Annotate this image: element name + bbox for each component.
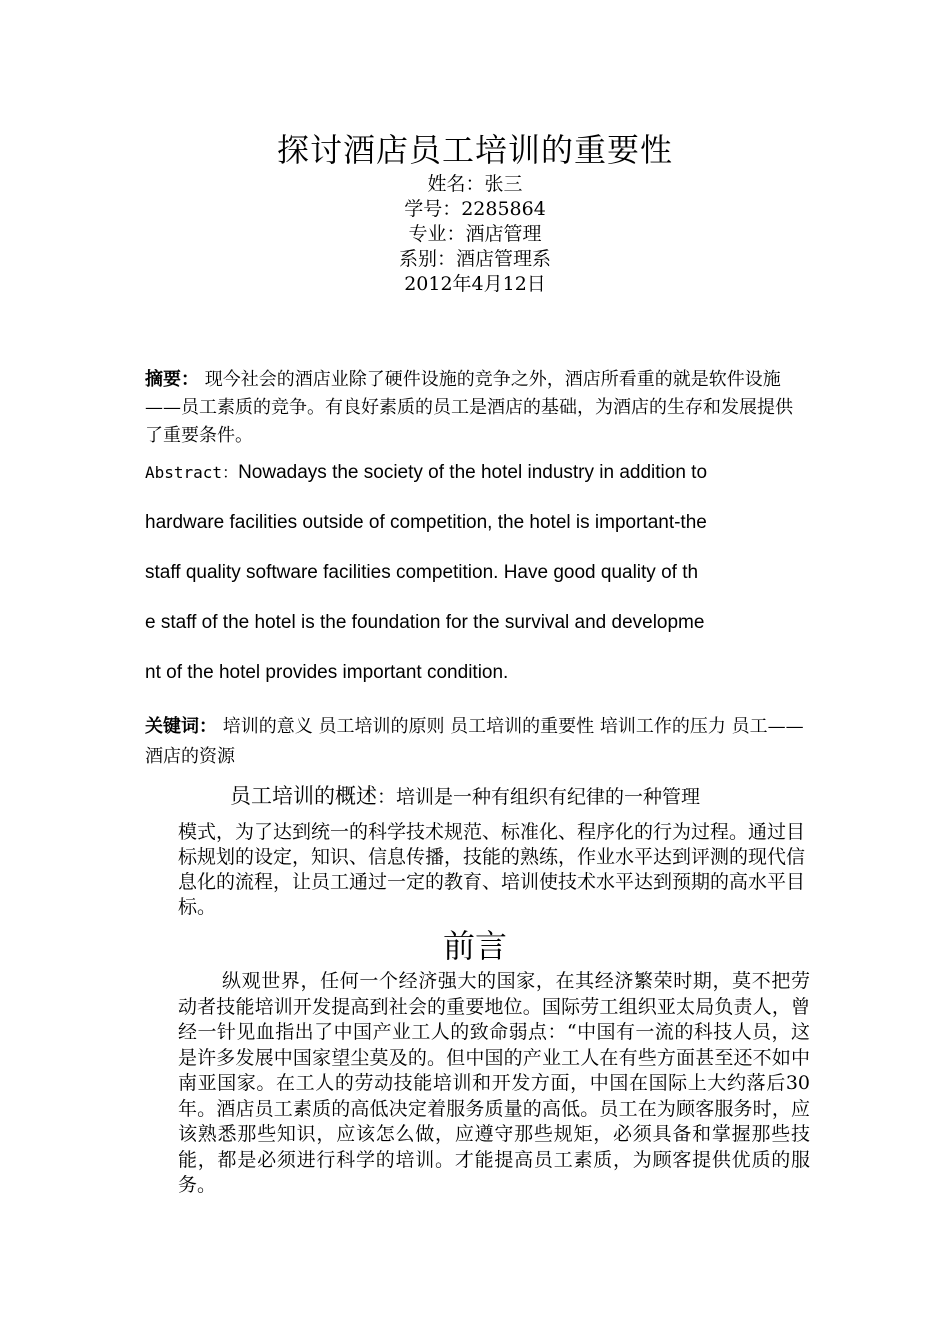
- abstract-en-label: Abstract：: [145, 463, 239, 482]
- overview-section: [178, 784, 810, 920]
- abstract-en-line: [145, 456, 815, 506]
- overview-body: 模式，为了达到统一的科学技术规范、标准化、程序化的行为过程。通过目标规划的设定，知识、信息传播，技能的熟练，作业水平达到评测的现代信息化的流程，让员工通过一定的教育、培训使技术水平达到预期的高水平目标。: [178, 821, 806, 918]
- department: 系别：酒店管理系: [398, 248, 551, 270]
- author-name: 姓名：张三: [427, 173, 523, 195]
- keywords-label: 关键词：: [145, 716, 217, 737]
- overview-first-text: ：培训是一种有组织有纪律的一种管理: [377, 786, 701, 808]
- abstract-en-text: Nowadays the society of the hotel industry in addition to: [238, 462, 708, 483]
- abstract-cn-label: 摘要：: [145, 369, 199, 390]
- keywords: [145, 712, 810, 772]
- overview-heading: 员工培训的概述: [230, 784, 377, 808]
- author-info: [0, 172, 950, 297]
- chinese-abstract: [145, 366, 810, 450]
- date: 2012年4月12日: [404, 273, 546, 295]
- student-id: 学号：2285864: [404, 198, 546, 220]
- abstract-cn-text: 现今社会的酒店业除了硬件设施的竞争之外，酒店所看重的就是软件设施——员工素质的竞争。有良好素质的员工是酒店的基础，为酒店的生存和发展提供了重要条件。: [145, 369, 793, 446]
- abstract-en-line: nt of the hotel provides important condition.: [145, 662, 509, 683]
- document-title: 探讨酒店员工培训的重要性: [276, 131, 673, 169]
- overview-first-line: [178, 784, 810, 810]
- abstract-en-line: hardware facilities outside of competition, the hotel is important-the: [145, 512, 707, 533]
- english-abstract: [145, 456, 815, 706]
- preface-text: 纵观世界，任何一个经济强大的国家，在其经济繁荣时期，莫不把劳动者技能培训开发提高到社会的重要地位。国际劳工组织亚太局负责人，曾经一针见血指出了中国产业工人的致命弱点：“中国有一流的科技人员，这是许多发展中国家望尘莫及的。但中国的产业工人在有些方面甚至还不如中南亚国家。在工人的劳动技能培训和开发方面，中国在国际上大约落后30年。酒店员工素质的高低决定着服务质量的高低。员工在为顾客服务时，应该熟悉那些知识，应该怎么做，应遵守那些规矩，必须具备和掌握那些技能，都是必须进行科学的培训。才能提高员工素质，为顾客提供优质的服务。: [178, 970, 810, 1196]
- abstract-en-line: staff quality software facilities competition. Have good quality of th: [145, 562, 699, 583]
- major: 专业：酒店管理: [408, 223, 542, 245]
- keywords-text: 培训的意义 员工培训的原则 员工培训的重要性 培训工作的压力 员工——酒店的资源: [145, 716, 804, 767]
- preface-title: 前言: [442, 927, 507, 965]
- abstract-en-line: e staff of the hotel is the foundation for the survival and developme: [145, 612, 705, 633]
